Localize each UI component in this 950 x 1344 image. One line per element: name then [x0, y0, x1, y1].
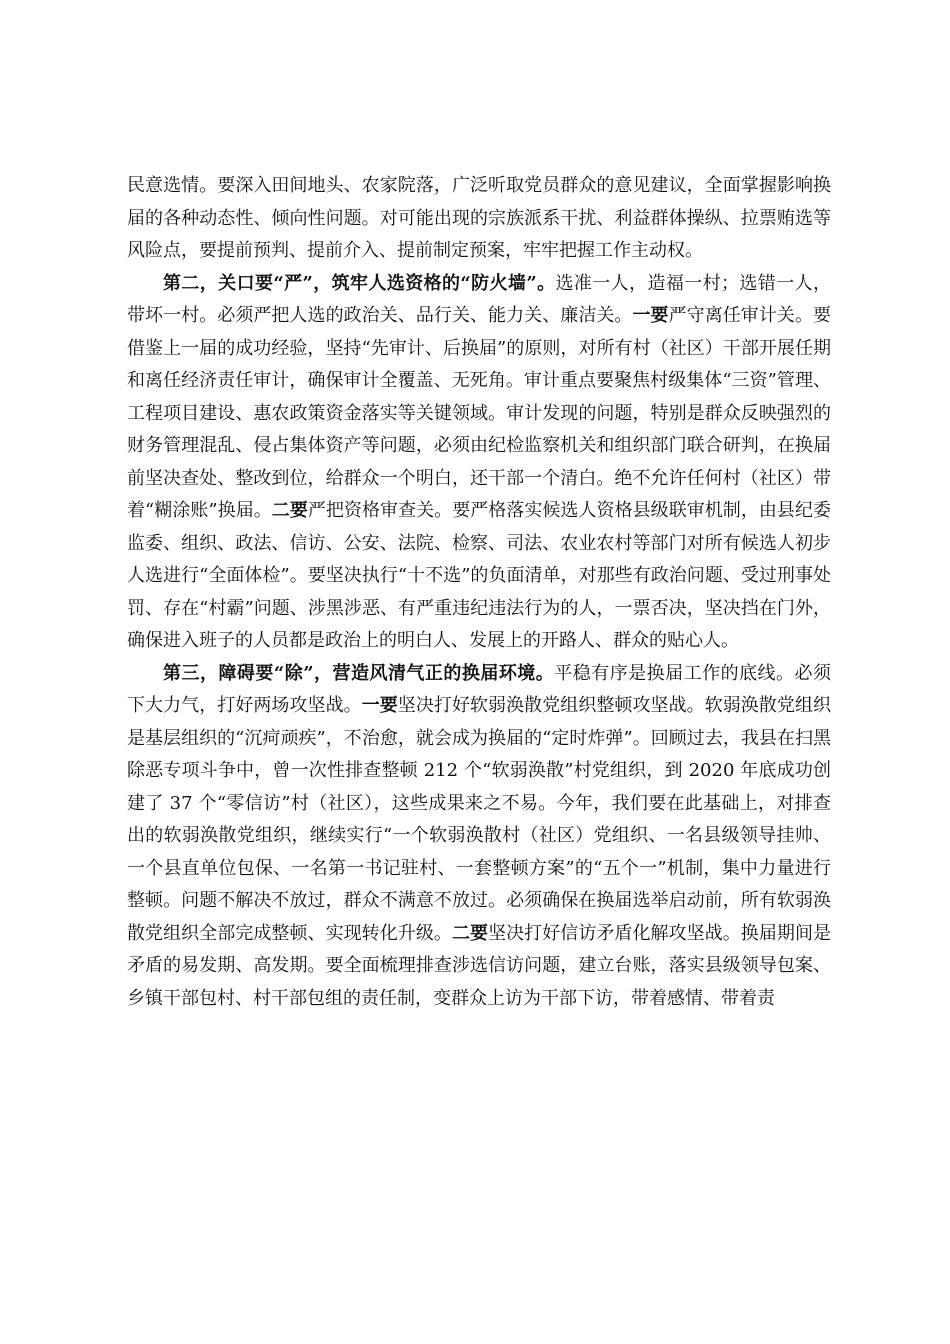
paragraph-3 — [127, 658, 831, 1016]
paragraph-3-keyword-2: 二要 — [451, 922, 489, 944]
paragraph-2-text-2: 严守离任审计关。要借鉴上一届的成功经验，坚持“先审计、后换届”的原则，对所有村（社区）干部开展任期和离任经济责任审计，确保审计全覆盖、无死角。审计重点要聚焦村级集体“三资”管理、工程项目建设、惠农政策资金落实等关键领域。审计发现的问题，特别是群众反映强烈的财务管理混乱、侵占集体资产等问题，必须由纪检监察机关和组织部门联合研判，在换届前坚决查处、整改到位，给群众一个明白，还干部一个清白。绝不允许任何村（社区）带着“糊涂账”换届。 — [127, 305, 832, 521]
paragraph-1 — [127, 170, 831, 268]
paragraph-3-text-2: 坚决打好软弱涣散党组织整顿攻坚战。软弱涣散党组织是基层组织的“沉疴顽疾”，不治愈，就会成为换届的“定时炸弹”。回顾过去，我县在扫黑除恶专项斗争中，曾一次性排查整顿 212 个“软弱涣散”村党组织，到 2020 年底成功创建了 37 个“零信访”村（社区），这些成果来之不易。今年，我们要在此基础上，对排查出的软弱涣散党组织，继续实行“一个软弱涣散村（社区）党组织、一名县级领导挂帅、一个县直单位包保、一名第一书记驻村、一套整顿方案”的“五个一”机制，集中力量进行整顿。问题不解决不放过，群众不满意不放过。必须确保在换届选举启动前，所有软弱涣散党组织全部完成整顿、实现转化升级。 — [127, 695, 832, 944]
paragraph-2-text-3: 严把资格审查关。要严格落实候选人资格县级联审机制，由县纪委监委、组织、政法、信访、公安、法院、检察、司法、农业农村等部门对所有候选人初步人选进行“全面体检”。要坚决执行“十不选”的负面清单，对那些有政治问题、受过刑事处罚、存在“村霸”问题、涉黑涉恶、有严重违纪违法行为的人，一票否决，坚决挡在门外，确保进入班子的人员都是政治上的明白人、发展上的开路人、群众的贴心人。 — [127, 500, 832, 651]
paragraph-2 — [127, 268, 831, 658]
paragraph-2-keyword-1: 一要 — [632, 305, 669, 326]
paragraph-3-heading: 第三，障碍要“除”，营造风清气正的换届环境。 — [163, 662, 555, 684]
paragraph-3-text-3: 坚决打好信访矛盾化解攻坚战。换届期间是矛盾的易发期、高发期。要全面梳理排查涉选信访问题，建立台账，落实县级领导包案、乡镇干部包村、村干部包组的责任制，变群众上访为干部下访，带着感情、带着责 — [127, 922, 832, 1009]
paragraph-3-keyword-1: 一要 — [361, 695, 398, 716]
paragraph-2-heading: 第二，关口要“严”，筑牢人选资格的“防火墙”。 — [163, 272, 556, 294]
document-page — [127, 170, 831, 1015]
paragraph-2-keyword-2: 二要 — [271, 500, 308, 521]
paragraph-1-text: 民意选情。要深入田间地头、农家院落，广泛听取党员群众的意见建议，全面掌握影响换届的各种动态性、倾向性问题。对可能出现的宗族派系干扰、利益群体操纵、拉票贿选等风险点，要提前预判、提前介入、提前制定预案，牢牢把握工作主动权。 — [127, 175, 831, 261]
paragraph-3-text-1: 平稳有序是换届工作的底线。必须下大力气，打好两场攻坚战。 — [127, 662, 831, 716]
paragraph-2-text-1: 选准一人，造福一村；选错一人，带坏一村。必须严把人选的政治关、品行关、能力关、廉洁关。 — [127, 272, 831, 326]
